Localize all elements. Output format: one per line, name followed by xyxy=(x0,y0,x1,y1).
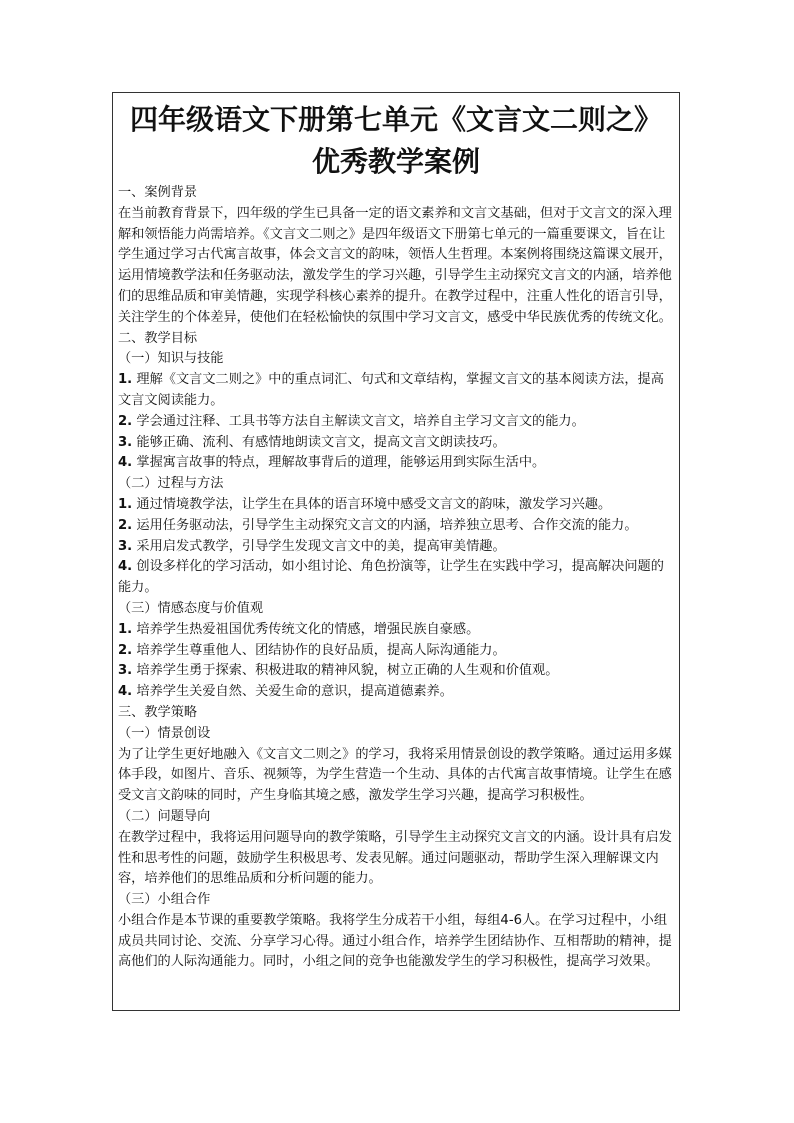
list-item: 2. 培养学生尊重他人、团结协作的良好品质，提高人际沟通能力。 xyxy=(118,642,506,658)
problem-oriented-paragraph: 在教学过程中，我将运用问题导向的教学策略，引导学生主动探究文言文的内涵。设计具有启发性和思考性的问题，鼓励学生积极思考、发表见解。通过问题驱动，帮助学生深入理解课文内容，培养他们的思维品质和分析问题的能力。 xyxy=(118,829,672,887)
group-cooperation-paragraph: 小组合作是本节课的重要教学策略。我将学生分成若干小组，每组4-6人。在学习过程中，小组成员共同讨论、交流、分享学习心得。通过小组合作，培养学生团结协作、互相帮助的精神，提高他们的人际沟通能力。同时，小组之间的竞争也能激发学生的学习积极性，提高学习效果。 xyxy=(118,912,672,970)
list-item: 1. 通过情境教学法，让学生在具体的语言环境中感受文言文的韵味，激发学习兴趣。 xyxy=(118,496,612,512)
subheading-scene-creation: （一）情景创设 xyxy=(118,725,211,741)
subheading-process-methods: （二）过程与方法 xyxy=(118,476,224,492)
title-line-1: 四年级语文下册第七单元《文言文二则之》 xyxy=(129,103,662,136)
subheading-group-cooperation: （三）小组合作 xyxy=(118,892,211,908)
list-item: 1. 培养学生热爱祖国优秀传统文化的情感，增强民族自豪感。 xyxy=(118,621,480,637)
list-item: 3. 能够正确、流利、有感情地朗读文言文，提高文言文朗读技巧。 xyxy=(118,434,506,450)
scene-creation-paragraph: 为了让学生更好地融入《文言文二则之》的学习，我将采用情景创设的教学策略。通过运用多媒体手段，如图片、音乐、视频等，为学生营造一个生动、具体的古代寓言故事情境。让学生在感受文言文韵味的同时，产生身临其境之感，激发学生学习兴趣，提高学习积极性。 xyxy=(118,746,672,804)
section-heading-background: 一、案例背景 xyxy=(118,185,198,200)
list-item: 4. 掌握寓言故事的特点，理解故事背后的道理，能够运用到实际生活中。 xyxy=(118,455,546,471)
section-heading-strategies: 三、教学策略 xyxy=(118,704,198,720)
subheading-problem-oriented: （二）问题导向 xyxy=(118,808,211,824)
list-item: 2. 学会通过注释、工具书等方法自主解读文言文，培养自主学习文言文的能力。 xyxy=(118,413,585,429)
list-item: 4. 培养学生关爱自然、关爱生命的意识，提高道德素养。 xyxy=(118,684,453,700)
document-title xyxy=(118,99,674,183)
section-heading-objectives: 二、教学目标 xyxy=(118,330,198,346)
background-paragraph: 在当前教育背景下，四年级的学生已具备一定的语文素养和文言文基础，但对于文言文的深入理解和领悟能力尚需培养。《文言文二则之》是四年级语文下册第七单元的一篇重要课文，旨在让学生通过学习古代寓言故事，体会文言文的韵味，领悟人生哲理。本案例将围绕这篇课文展开，运用情境教学法和任务驱动法，激发学生的学习兴趣，引导学生主动探究文言文的内涵，培养他们的思维品质和审美情趣，实现学科核心素养的提升。在教学过程中，注重人性化的语言引导，关注学生的个体差异，使他们在轻松愉快的氛围中学习文言文，感受中华民族优秀的传统文化。 xyxy=(118,205,672,325)
subheading-knowledge-skills: （一）知识与技能 xyxy=(118,351,224,367)
title-line-2: 优秀教学案例 xyxy=(311,145,480,178)
list-item: 3. 培养学生勇于探索、积极进取的精神风貌，树立正确的人生观和价值观。 xyxy=(118,663,559,679)
list-item: 3. 采用启发式教学，引导学生发现文言文中的美，提高审美情趣。 xyxy=(118,538,506,554)
list-item: 4. 创设多样化的学习活动，如小组讨论、角色扮演等，让学生在实践中学习，提高解决问题的能力。 xyxy=(118,559,664,596)
list-item: 1. 理解《文言文二则之》中的重点词汇、句式和文章结构，掌握文言文的基本阅读方法，提高文言文阅读能力。 xyxy=(118,372,664,408)
subheading-emotion-values: （三）情感态度与价值观 xyxy=(118,600,264,616)
document-body xyxy=(118,183,674,973)
list-item: 2. 运用任务驱动法，引导学生主动探究文言文的内涵，培养独立思考、合作交流的能力。 xyxy=(118,517,638,533)
document-frame xyxy=(112,92,680,1011)
